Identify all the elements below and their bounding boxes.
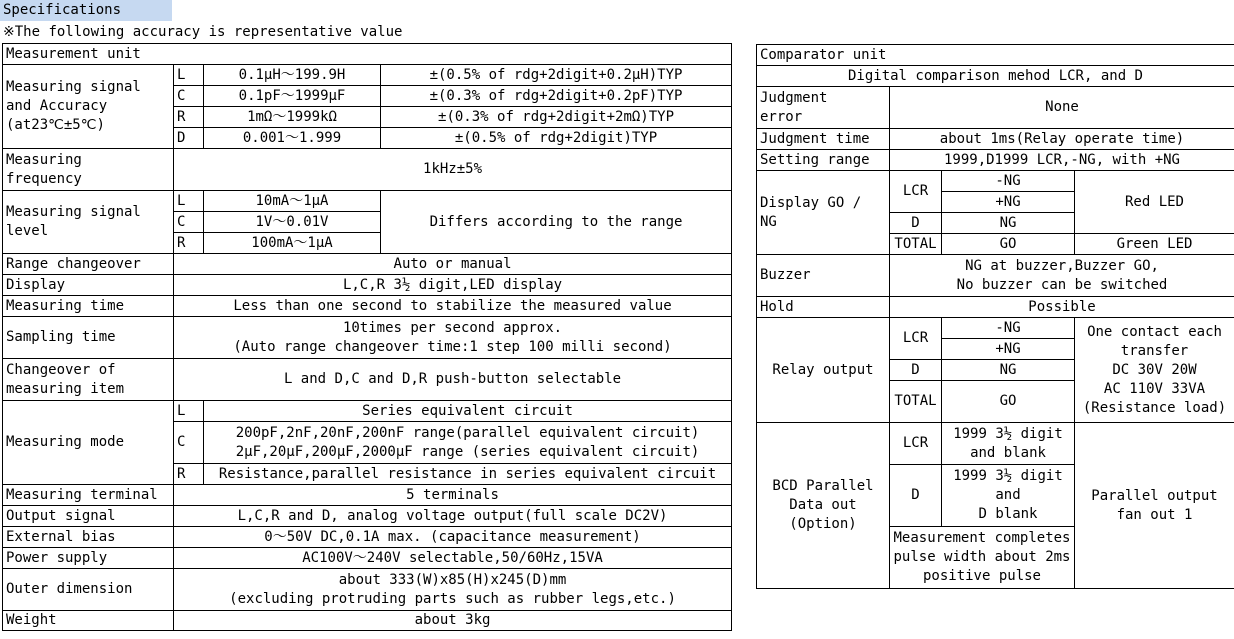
green-led: Green LED: [1075, 234, 1234, 255]
level-key: L: [174, 191, 204, 212]
bcd-label: BCD Parallel Data out (Option): [757, 423, 890, 589]
hold-value: Possible: [890, 297, 1234, 318]
accuracy-range: 1mΩ～1999kΩ: [204, 107, 381, 128]
accuracy-range: 0.1pF～1999μF: [204, 86, 381, 107]
relay-neg-ng: -NG: [942, 318, 1075, 339]
comparator-unit-table: [756, 44, 1234, 589]
terminal-value: 5 terminals: [174, 485, 732, 506]
sampling-time-value: 10times per second approx. (Auto range changeover time:1 step 100 milli second): [174, 317, 732, 359]
power-supply-label: Power supply: [3, 548, 174, 569]
frequency-label: Measuring frequency: [3, 149, 174, 191]
relay-go: GO: [942, 381, 1075, 423]
accuracy-value: ±(0.5% of rdg+2digit)TYP: [381, 128, 732, 149]
display-label: Display: [3, 275, 174, 296]
display-lcr: LCR: [890, 171, 942, 213]
display-neg-ng: -NG: [942, 171, 1075, 192]
signal-accuracy-label: Measuring signal and Accuracy (at23℃±5℃): [3, 65, 174, 149]
changeover-item-label: Changeover of measuring item: [3, 359, 174, 401]
output-signal-label: Output signal: [3, 506, 174, 527]
red-led: Red LED: [1075, 171, 1234, 234]
level-key: R: [174, 233, 204, 254]
display-pos-ng: +NG: [942, 192, 1075, 213]
relay-d-ng: NG: [942, 360, 1075, 381]
outer-dimension-value: about 333(W)x85(H)x245(D)mm (excluding protruding parts such as rubber legs,etc.): [174, 569, 732, 611]
measuring-time-value: Less than one second to stabilize the measured value: [174, 296, 732, 317]
measuring-time-label: Measuring time: [3, 296, 174, 317]
mode-value: 200pF,2nF,20nF,200nF range(parallel equivalent circuit) 2μF,20μF,200μF,2000μF range (series equivalent circuit): [204, 422, 732, 464]
level-key: C: [174, 212, 204, 233]
setting-range-label: Setting range: [757, 150, 890, 171]
accuracy-key: D: [174, 128, 204, 149]
buzzer-value: NG at buzzer,Buzzer GO, No buzzer can be switched: [890, 255, 1234, 297]
bcd-lcr: LCR: [890, 423, 942, 465]
weight-value: about 3kg: [174, 611, 732, 631]
mode-key: C: [174, 422, 204, 464]
outer-dimension-label: Outer dimension: [3, 569, 174, 611]
accuracy-key: L: [174, 65, 204, 86]
accuracy-range: 0.001～1.999: [204, 128, 381, 149]
accuracy-key: R: [174, 107, 204, 128]
judgment-time-value: about 1ms(Relay operate time): [890, 129, 1234, 150]
measurement-unit-table: [2, 43, 732, 631]
mode-value: Resistance,parallel resistance in series equivalent circuit: [204, 464, 732, 485]
range-changeover-label: Range changeover: [3, 254, 174, 275]
accuracy-value: ±(0.3% of rdg+2digit+2mΩ)TYP: [381, 107, 732, 128]
judgment-error-value: None: [890, 87, 1234, 129]
level-value: 1V～0.01V: [204, 212, 381, 233]
level-value: 10mA～1μA: [204, 191, 381, 212]
sampling-time-label: Sampling time: [3, 317, 174, 359]
specifications-heading: Specifications: [0, 0, 172, 21]
display-d: D: [890, 213, 942, 234]
buzzer-label: Buzzer: [757, 255, 890, 297]
relay-lcr: LCR: [890, 318, 942, 360]
mode-value: Series equivalent circuit: [204, 401, 732, 422]
output-signal-value: L,C,R and D, analog voltage output(full scale DC2V): [174, 506, 732, 527]
display-total: TOTAL: [890, 234, 942, 255]
hold-label: Hold: [757, 297, 890, 318]
level-value: 100mA～1μA: [204, 233, 381, 254]
level-note: Differs according to the range: [381, 191, 732, 254]
relay-d: D: [890, 360, 942, 381]
setting-range-value: 1999,D1999 LCR,-NG, with +NG: [890, 150, 1234, 171]
mode-key: L: [174, 401, 204, 422]
weight-label: Weight: [3, 611, 174, 631]
comparator-unit-title: Comparator unit: [757, 45, 1234, 66]
power-supply-value: AC100V～240V selectable,50/60Hz,15VA: [174, 548, 732, 569]
judgment-time-label: Judgment time: [757, 129, 890, 150]
changeover-item-value: L and D,C and D,R push-button selectable: [174, 359, 732, 401]
display-d-ng: NG: [942, 213, 1075, 234]
judgment-error-label: Judgment error: [757, 87, 890, 129]
signal-level-label: Measuring signal level: [3, 191, 174, 254]
measuring-mode-label: Measuring mode: [3, 401, 174, 485]
mode-key: R: [174, 464, 204, 485]
external-bias-label: External bias: [3, 527, 174, 548]
display-go-label: Display GO / NG: [757, 171, 890, 255]
display-go: GO: [942, 234, 1075, 255]
relay-pos-ng: +NG: [942, 339, 1075, 360]
frequency-value: 1kHz±5%: [174, 149, 732, 191]
accuracy-note: ※The following accuracy is representative value: [3, 24, 403, 40]
measurement-unit-title: Measurement unit: [3, 44, 732, 65]
bcd-parallel-output: Parallel output fan out 1: [1075, 423, 1234, 589]
accuracy-key: C: [174, 86, 204, 107]
range-changeover-value: Auto or manual: [174, 254, 732, 275]
bcd-d: D: [890, 465, 942, 527]
bcd-lcr-value: 1999 3½ digit and blank: [942, 423, 1075, 465]
display-value: L,C,R 3½ digit,LED display: [174, 275, 732, 296]
external-bias-value: 0～50V DC,0.1A max. (capacitance measurement): [174, 527, 732, 548]
digital-comparison: Digital comparison mehod LCR, and D: [757, 66, 1234, 87]
terminal-label: Measuring terminal: [3, 485, 174, 506]
relay-spec: One contact each transfer DC 30V 20W AC 110V 33VA (Resistance load): [1075, 318, 1234, 423]
accuracy-value: ±(0.5% of rdg+2digit+0.2μH)TYP: [381, 65, 732, 86]
accuracy-range: 0.1μH～199.9H: [204, 65, 381, 86]
relay-total: TOTAL: [890, 381, 942, 423]
relay-output-label: Relay output: [757, 318, 890, 423]
accuracy-value: ±(0.3% of rdg+2digit+0.2pF)TYP: [381, 86, 732, 107]
bcd-pulse: Measurement completes pulse width about 2ms positive pulse: [890, 527, 1075, 589]
bcd-d-value: 1999 3½ digit and D blank: [942, 465, 1075, 527]
